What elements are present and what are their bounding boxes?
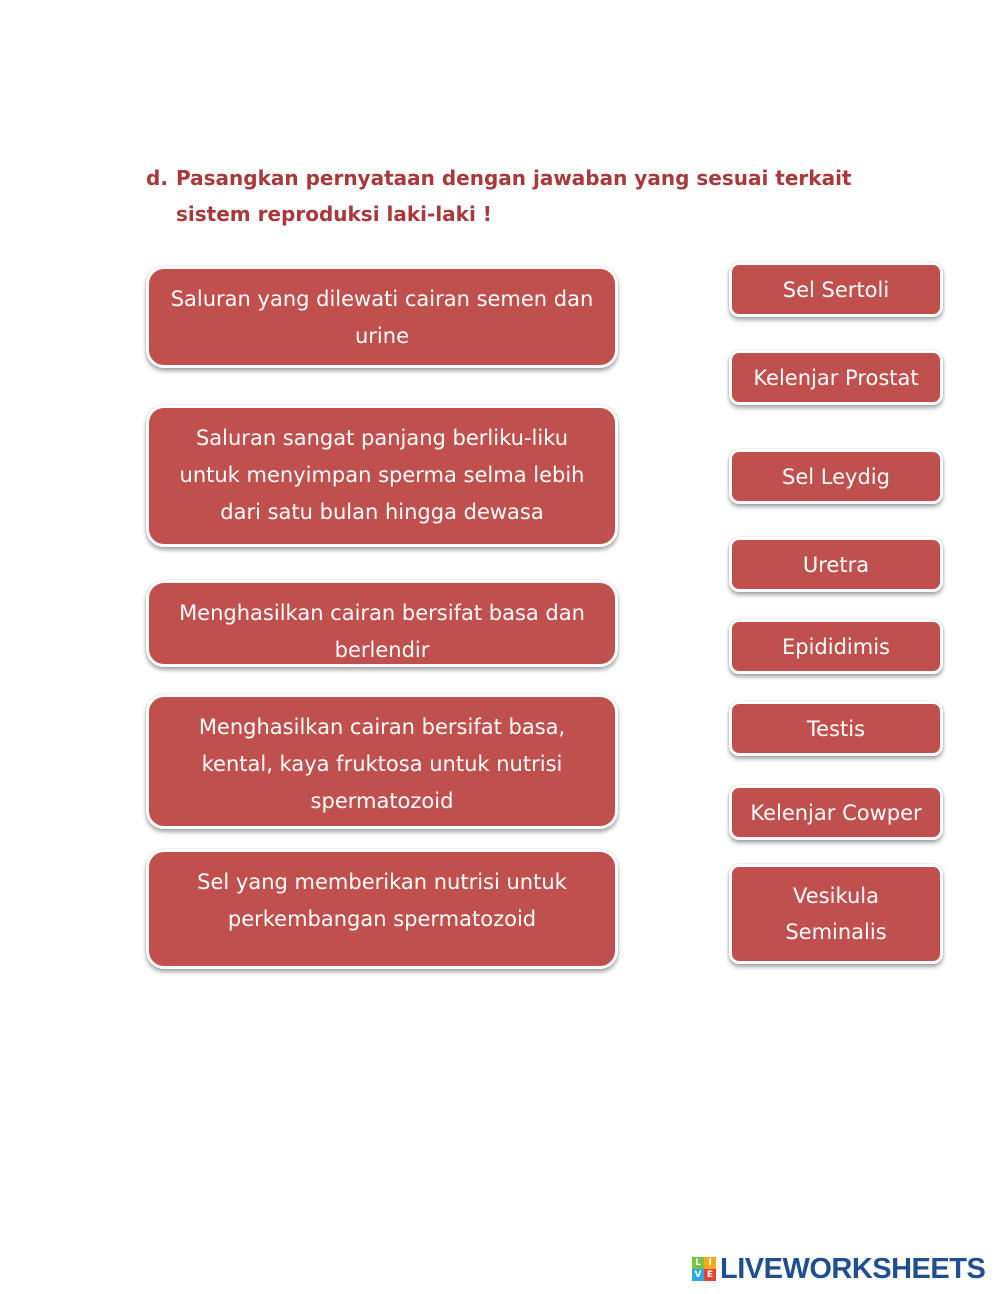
answer-card-sel-leydig[interactable] — [729, 449, 943, 504]
statement-text: Menghasilkan cairan bersifat basa dan berlendir — [179, 601, 585, 662]
logo-mark-letter: I — [704, 1257, 716, 1269]
answer-label: Sel Sertoli — [782, 277, 890, 302]
statement-text: Saluran yang dilewati cairan semen dan urine — [170, 287, 594, 348]
statement-card-2[interactable] — [146, 405, 618, 547]
answer-label: Uretra — [802, 552, 870, 577]
liveworksheets-logo — [692, 1252, 985, 1286]
question-number: d. — [146, 166, 168, 190]
answer-card-testis[interactable] — [729, 701, 943, 756]
logo-text: LIVEWORKSHEETS — [720, 1252, 986, 1285]
statement-card-4[interactable] — [146, 694, 618, 829]
answer-card-kelenjar-cowper[interactable] — [729, 785, 943, 840]
logo-mark-letter: E — [704, 1269, 716, 1281]
statement-text: Saluran sangat panjang berliku-liku untuk menyimpan sperma selma lebih dari satu bulan hingga dewasa — [179, 426, 585, 524]
logo-mark-letter: V — [692, 1269, 704, 1281]
statement-card-1[interactable] — [146, 266, 618, 368]
question-text: Pasangkan pernyataan dengan jawaban yang sesuai terkait sistem reproduksi laki-laki ! — [176, 166, 852, 226]
logo-mark-letter: L — [692, 1257, 704, 1269]
answer-card-kelenjar-prostat[interactable] — [729, 350, 943, 405]
liveworksheets-logo-icon — [692, 1257, 716, 1281]
answer-label: Sel Leydig — [782, 464, 890, 489]
answer-label: Vesikula Seminalis — [785, 884, 887, 944]
answer-label: Testis — [806, 716, 866, 741]
answer-label: Kelenjar Prostat — [753, 365, 919, 390]
statement-card-5[interactable] — [146, 849, 618, 969]
statement-text: Sel yang memberikan nutrisi untuk perkembangan spermatozoid — [197, 870, 567, 931]
answer-label: Epididimis — [782, 634, 890, 659]
answer-card-uretra[interactable] — [729, 537, 943, 592]
answer-card-vesikula-seminalis[interactable] — [729, 864, 943, 964]
answer-label: Kelenjar Cowper — [750, 800, 922, 825]
answer-card-sel-sertoli[interactable] — [729, 262, 943, 317]
answer-card-epididimis[interactable] — [729, 619, 943, 674]
statement-card-3[interactable] — [146, 580, 618, 667]
statement-text: Menghasilkan cairan bersifat basa, kental, kaya fruktosa untuk nutrisi spermatozoid — [198, 715, 566, 813]
